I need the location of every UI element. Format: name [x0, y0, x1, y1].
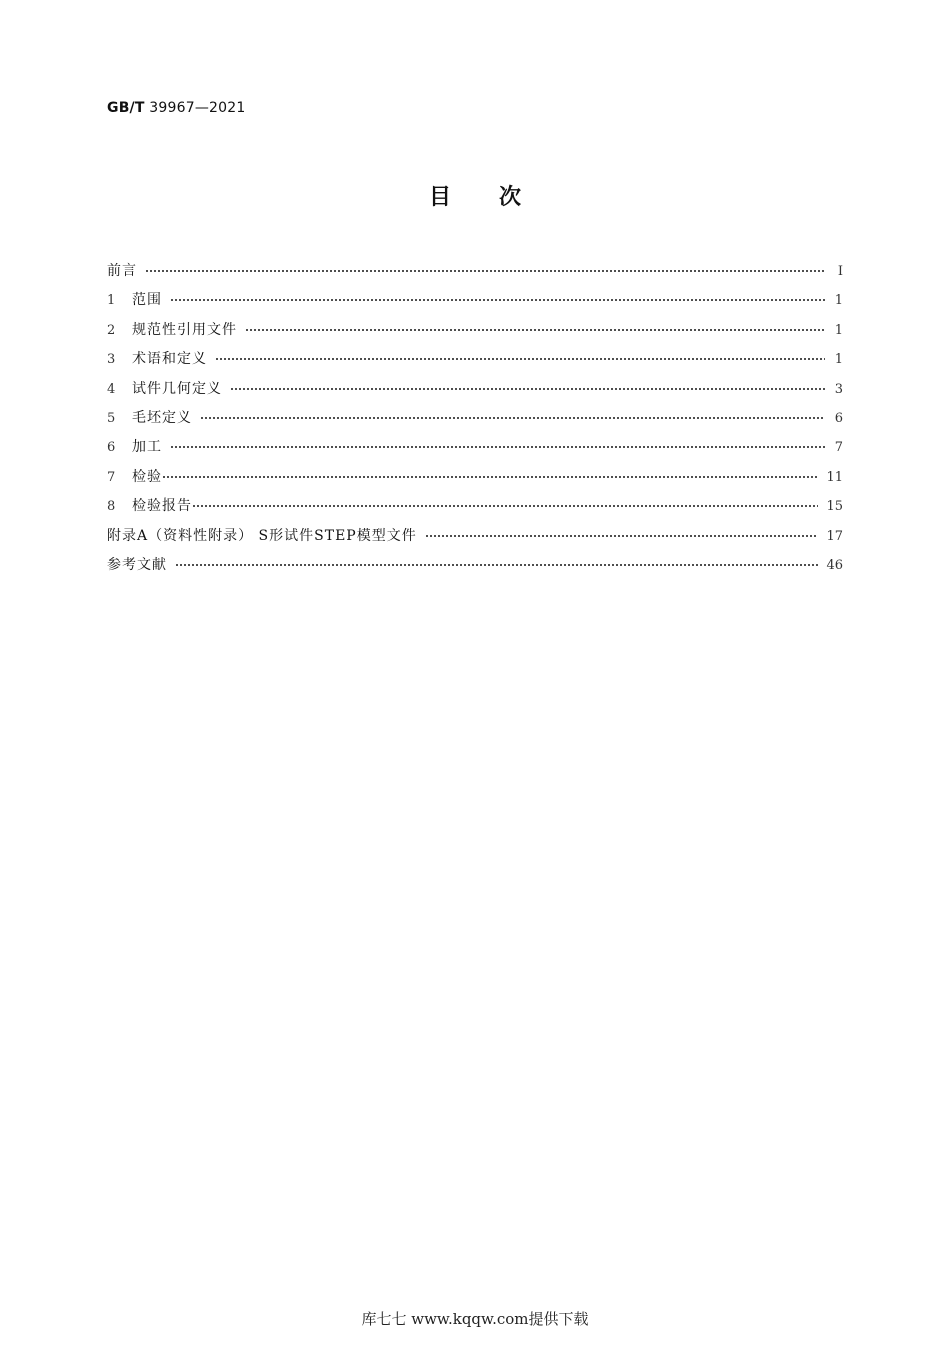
toc-entry-2[interactable] — [107, 319, 843, 348]
toc-entry-number: 2 — [107, 322, 116, 338]
download-source-footer: 库七七 www.kqqw.com提供下载 — [361, 1310, 589, 1328]
toc-entry-number: 8 — [107, 499, 116, 515]
toc-entry-page: 6 — [834, 410, 843, 426]
toc-entry-bibliography[interactable] — [107, 554, 843, 583]
toc-entry-number: 3 — [107, 352, 116, 368]
toc-entry-foreword[interactable] — [107, 260, 843, 289]
toc-entry-page: 11 — [826, 469, 843, 485]
toc-entry-label: 试件几何定义 — [132, 380, 222, 397]
toc-entry-label: 前言 — [107, 263, 137, 279]
toc-leader-dots — [170, 439, 825, 453]
toc-entry-label: 检验 — [132, 468, 162, 485]
toc-entry-page: 46 — [826, 557, 843, 573]
toc-entry-6[interactable] — [107, 436, 843, 465]
toc-entry-label: 毛坯定义 — [132, 409, 192, 426]
toc-entry-label: 附录A（资料性附录） S形试件STEP模型文件 — [107, 527, 417, 544]
toc-entry-label: 范围 — [132, 292, 162, 309]
document-code — [107, 100, 245, 116]
toc-leader-dots — [200, 410, 825, 424]
toc-leader-dots — [170, 292, 825, 306]
toc-entry-page: 7 — [834, 440, 843, 456]
toc-entry-label: 术语和定义 — [132, 351, 207, 368]
toc-leader-dots — [215, 351, 825, 365]
toc-entry-page: 1 — [834, 352, 843, 368]
toc-entry-4[interactable] — [107, 378, 843, 407]
toc-entry-7[interactable] — [107, 466, 843, 495]
toc-entry-page: 1 — [834, 293, 843, 309]
table-of-contents — [107, 260, 843, 583]
toc-entry-page: 3 — [834, 381, 843, 397]
toc-entry-number: 4 — [107, 381, 116, 397]
toc-leader-dots — [145, 263, 825, 277]
toc-entry-8[interactable] — [107, 495, 843, 524]
page-title: 目次 — [428, 185, 569, 210]
standard-prefix: GB/T — [107, 100, 145, 116]
toc-entry-number: 1 — [107, 293, 116, 309]
toc-entry-number: 7 — [107, 469, 116, 485]
toc-entry-3[interactable] — [107, 348, 843, 377]
toc-leader-dots — [175, 557, 818, 571]
toc-entry-label: 参考文献 — [107, 556, 167, 573]
toc-entry-page: Ⅰ — [837, 264, 843, 279]
toc-entry-label: 检验报告 — [132, 498, 192, 515]
toc-leader-dots — [245, 322, 825, 336]
toc-entry-page: 15 — [826, 499, 843, 515]
toc-leader-dots — [162, 469, 818, 483]
toc-entry-page: 17 — [826, 528, 843, 544]
toc-entry-number: 6 — [107, 440, 116, 456]
toc-entry-label: 加工 — [132, 439, 162, 456]
toc-leader-dots — [230, 381, 825, 395]
toc-entry-label: 规范性引用文件 — [132, 321, 237, 338]
toc-leader-dots — [425, 528, 819, 542]
standard-number: 39967—2021 — [149, 100, 246, 116]
toc-entry-5[interactable] — [107, 407, 843, 436]
toc-entry-number: 5 — [107, 410, 116, 426]
toc-entry-annex-a[interactable] — [107, 525, 843, 554]
toc-leader-dots — [192, 498, 818, 512]
toc-entry-page: 1 — [834, 322, 843, 338]
toc-entry-1[interactable] — [107, 289, 843, 318]
